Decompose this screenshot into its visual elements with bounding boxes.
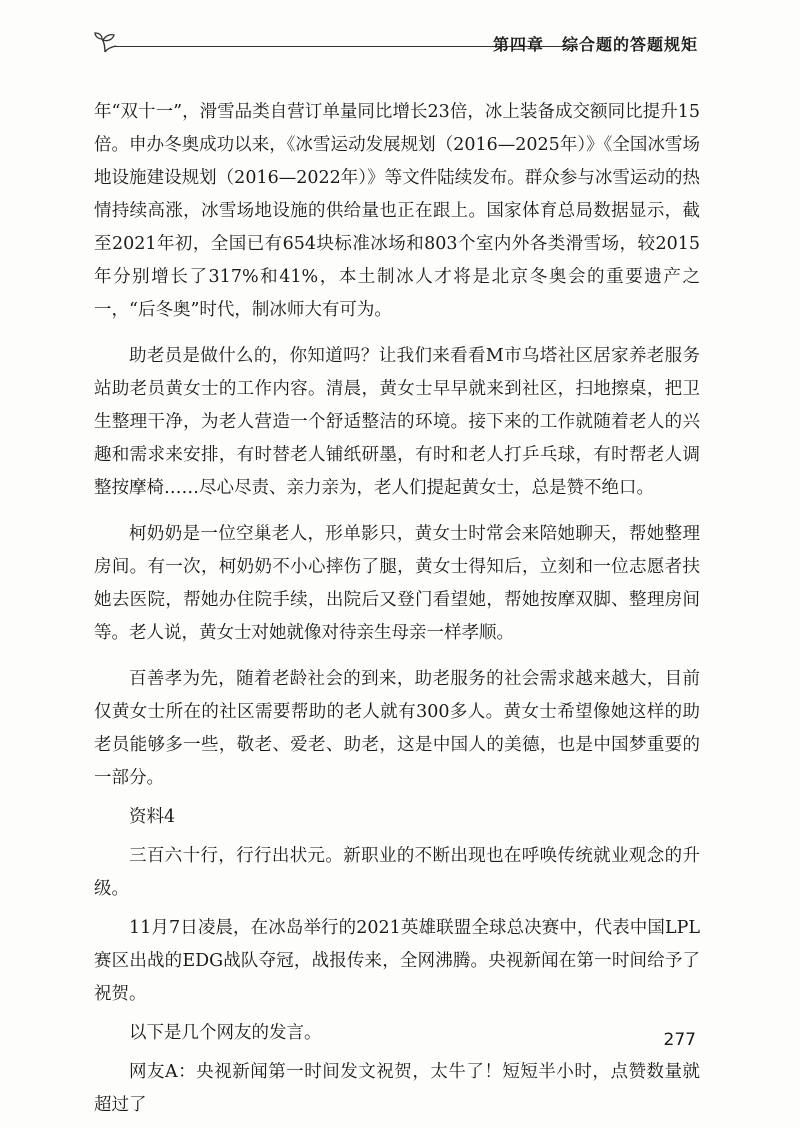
paragraph: 助老员是做什么的，你知道吗？让我们来看看M市乌塔社区居家养老服务站助老员黄女士的工作内容。清晨，黄女士早早就来到社区，扫地擦桌，把卫生整理干净，为老人营造一个舒适整洁的环境。接下来的工作就随着老人的兴趣和需求来安排，有时替老人铺纸研墨，有时和老人打乒乓球，有时帮老人调整按摩椅……尽心尽责、亲力亲为，老人们提起黄女士，总是赞不绝口。 xyxy=(94,346,700,498)
paragraph: 以下是几个网友的发言。 xyxy=(129,1023,322,1043)
paragraph: 三百六十行，行行出状元。新职业的不断出现也在呼唤传统就业观念的升级。 xyxy=(94,846,700,899)
chapter-label: 第四章 xyxy=(492,35,544,54)
page-header xyxy=(92,30,698,56)
section-label: 综合题的答题规矩 xyxy=(561,35,698,54)
page-number: 277 xyxy=(663,1030,696,1050)
paragraph: 柯奶奶是一位空巢老人，形单影只，黄女士时常会来陪她聊天，帮她整理房间。有一次，柯奶奶不小心摔伤了腿，黄女士得知后，立刻和一位志愿者扶她去医院，帮她办住院手续，出院后又登门看望她，帮她按摩双脚、整理房间等。老人说，黄女士对她就像对待亲生母亲一样孝顺。 xyxy=(94,524,700,643)
sprout-icon xyxy=(92,30,120,56)
material-heading: 资料4 xyxy=(129,807,176,827)
paragraph: 11月7日凌晨，在冰岛举行的2021英雄联盟全球总决赛中，代表中国LPL赛区出战的EDG战队夺冠，战报传来，全网沸腾。央视新闻在第一时间给予了祝贺。 xyxy=(94,918,700,1004)
body-text xyxy=(94,96,700,1122)
chapter-title xyxy=(493,32,698,55)
paragraph: 百善孝为先，随着老龄社会的到来，助老服务的社会需求越来越大，目前仅黄女士所在的社区需要帮助的老人就有300多人。黄女士希望像她这样的助老员能够多一些，敬老、爱老、助老，这是中国人的美德，也是中国梦重要的一部分。 xyxy=(94,669,700,788)
paragraph-continued: 年“双十一”，滑雪品类自营订单量同比增长23倍，冰上装备成交额同比提升15倍。申办冬奥成功以来，《冰雪运动发展规划（2016—2025年）》《全国冰雪场地设施建设规划（2016—2022年）》等文件陆续发布。群众参与冰雪运动的热情持续高涨，冰雪场地设施的供给量也正在跟上。国家体育总局数据显示，截至2021年初，全国已有654块标准冰场和803个室内外各类滑雪场，较2015年分别增长了317%和41%，本土制冰人才将是北京冬奥会的重要遗产之一，“后冬奥”时代，制冰师大有可为。 xyxy=(94,102,700,320)
paragraph: 网友A：央视新闻第一时间发文祝贺，太牛了！短短半小时，点赞数量就超过了 xyxy=(94,1062,700,1115)
